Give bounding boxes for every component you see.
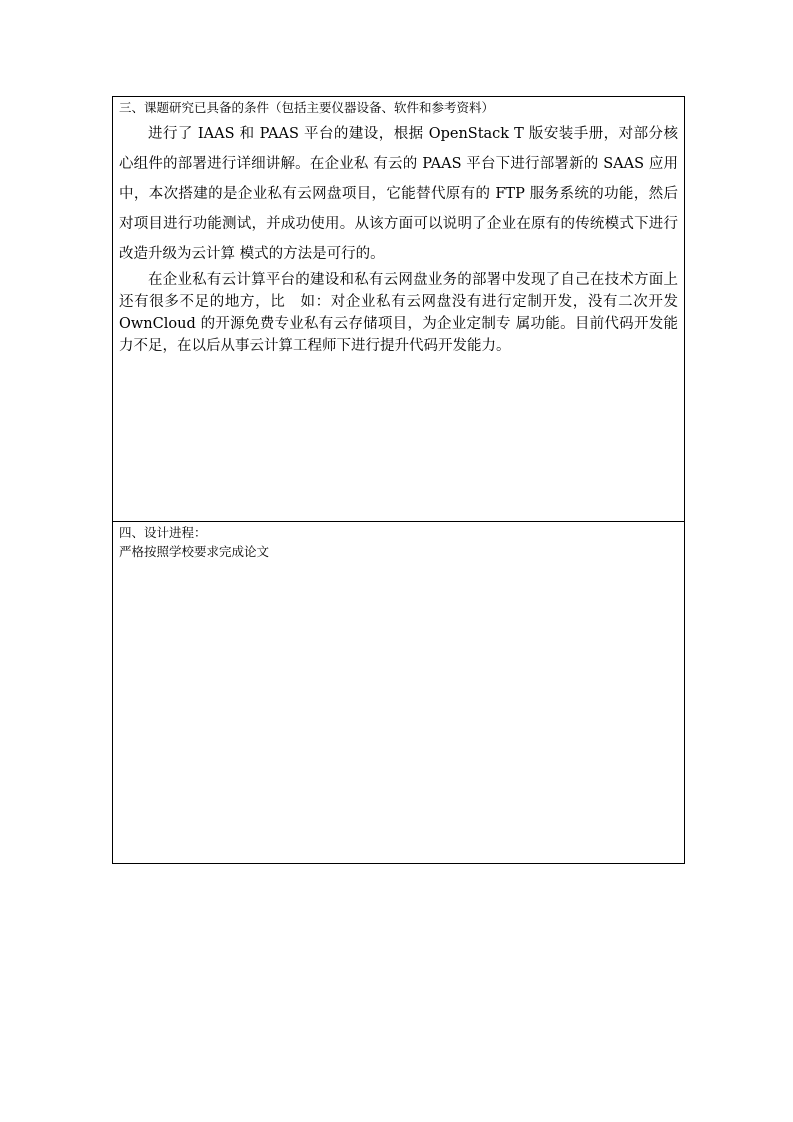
conditions-section (113, 97, 684, 522)
design-progress-heading: 四、设计进程： (119, 525, 207, 540)
form-table (112, 96, 685, 864)
conditions-heading: 三、课题研究已具备的条件（包括主要仪器设备、软件和参考资料） (119, 100, 495, 115)
design-progress-section (113, 522, 684, 863)
conditions-paragraph: 在企业私有云计算平台的建设和私有云网盘业务的部署中发现了自己在技术方面上还有很多不足的地方，比 如：对企业私有云网盘没有进行定制开发，没有二次开发 OwnCloud 的开源免费专业私有云存储项目，为企业定制专 属功能。目前代码开发能力不足，在以后从事云计算工程师下进行提升代码开发能力。 (119, 272, 678, 354)
design-progress-content: 严格按照学校要求完成论文 (119, 544, 270, 559)
conditions-paragraph: 进行了 IAAS 和 PAAS 平台的建设，根据 OpenStack T 版安装手册，对部分核心组件的部署进行详细讲解。在企业私 有云的 PAAS 平台下进行部署新的 SAAS 应用中，本次搭建的是企业私有云网盘项目，它能替代原有的 FTP 服务系统的功能，然后对项目进行功能测试，并成功使用。从该方面可以说明了企业在原有的传统模式下进行改造升级为云计算 模式的方法是可行的。 (119, 126, 678, 262)
